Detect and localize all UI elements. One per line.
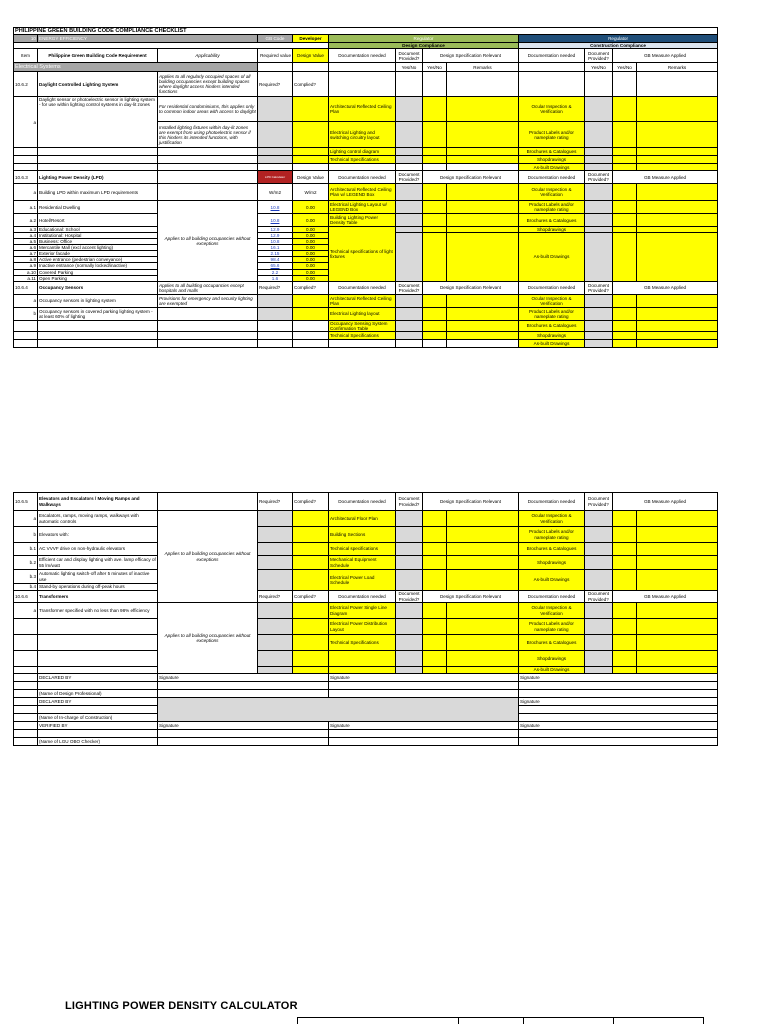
doc-needed: Architectural Floor Plan [329, 511, 396, 527]
lpd-required-link[interactable]: 1.6 [258, 275, 293, 281]
doc-header: Documentation needed [519, 591, 585, 603]
signature-label: Signature [519, 722, 718, 730]
doc-needed: Electrical Lighting Layout w/ LEGEND Box [329, 201, 396, 214]
requirement-text: Daylight sensor or photoelectric sensor in lighting system - for use within lighting control systems in day-lit zones [38, 97, 158, 148]
unit-label: W/m2 [258, 184, 293, 201]
checklist-table-bottom: 10.6.5 Elevators and Escalators / Moving Ramps and Walkways Required? Complied? Documentation needed Document Provided? Design Specification Relevant Documentation needed Document Provided? GB Measure Applied a Escalators, ramps, moving ramps, walkways with automatic controls Applies to all building occupancies without exceptions Architectural Floor Plan Ocular Inspection & Verification b Elevators with: Building Sections Product Labels and/or nameplate rating b.1 AC VVVF drive on non-hydraulic elevators Technical specifications Brochures & Catalogues b.2 Efficient car and display lighting with ave. lamp efficacy of 55 lm/watt Mechanical Equipment Schedule Shopdrawings b.3 Automatic lighting switch-off after 5 minutes of inactive use Electrical Power Load Schedule As-built Drawings b.4 Stand-by operations during off-peak hours 10.6.6 Transformers Required? Complied? Documentation needed Document Provided? Design Specification Relevant Documentation needed Document Provided? GB Measure Applied a Transformer specified with no less than 98% efficiency Applies to all building occupancies without exceptions Electrical Power Single Line Diagram Ocular Inspection & Verification Electrical Power Distribution Layout Product Labels and/or nameplate rating Technical Specifications Brochures & Catalogues Shopdrawings As-built Drawings DECLARED BY Signature Signature Signature (Name of Design Professional) DECLARED BY Signature (Name of In-charge of Construction) VERIFIED BY Signature Signature Signature (Name of LGU OBO Checker) [13, 492, 718, 746]
gb-measure-header: GB Measure Applied [613, 493, 718, 511]
requirement-text: Stand-by operations during off-peak hours [38, 584, 158, 591]
doc-needed: Product Labels and/or nameplate rating [519, 307, 585, 320]
doc-needed: As-built Drawings [519, 667, 585, 674]
sub-code: a.4 [14, 233, 38, 239]
gb-measure-header: GB Measure Applied [613, 591, 718, 603]
electrical-systems-label: Electrical Systems [14, 63, 258, 72]
applicability-text: Applies to all building occupancies without exceptions [158, 511, 258, 603]
doc-provided-header: Document Provided? [396, 171, 423, 184]
requirement-name: Daylight Controlled Lighting System [38, 72, 158, 97]
remarks-label: Remarks [447, 63, 519, 72]
design-spec-header: Design Specification Relevant [423, 493, 519, 511]
yes-no-label: Yes/No [396, 63, 423, 72]
item-sub: a [14, 97, 38, 148]
signature-label: Signature [158, 674, 329, 682]
requirement-text: Escalators, ramps, moving ramps, walkways with automatic controls [38, 511, 158, 527]
doc-needed: Product Labels and/or nameplate rating [519, 619, 585, 635]
applicability-text: Provisions for emergency and security lighting are exempted [158, 294, 258, 307]
doc-provided-header: Document Provided? [585, 591, 613, 603]
applicability-text: Applies to all building occupancies without exceptions [158, 603, 258, 674]
requirement-text: Transformer specified with no less than 98% efficiency [38, 603, 158, 619]
doc-header: Documentation needed [519, 171, 585, 184]
doc-needed: Building Sections [329, 527, 396, 543]
col-required-value: Required value [258, 49, 293, 63]
doc-needed: Technical Specifications [329, 331, 396, 339]
doc-needed: Building Lighting Power Density Table [329, 214, 396, 227]
lpd-required-link[interactable]: 12.9 [258, 233, 293, 239]
doc-needed: Technical specifications of light fixtures [329, 227, 396, 281]
requirement-name: Transformers [38, 591, 158, 603]
doc-needed: Architectural Reflected Ceiling Plan [329, 294, 396, 307]
lpd-required-link[interactable]: 65.6 [258, 263, 293, 269]
doc-needed: Brochures & Catalogues [519, 320, 585, 331]
sub-code: a.11 [14, 275, 38, 281]
sub-code: a.8 [14, 257, 38, 263]
design-compliance-header: Design Compliance [329, 43, 519, 49]
item-code: 10.6.4 [14, 281, 38, 294]
requirement-name: Elevators and Escalators / Moving Ramps and Walkways [38, 493, 158, 511]
checklist-table-top: PHILIPPINE GREEN BUILDING CODE COMPLIANCE CHECKLIST 10 ENERGY EFFICIENCY GB Code Developer Regulator Regulator Design Compliance Construction Compliance Item Philippine Green Building Code Requirement Applicability Required value Design Value Documentation needed Document Provided? Design Specification Relevant Documentation needed Document Provided? GB Measure Applied Electrical Systems Yes/No Yes/No Remarks Yes/No Yes/No Remarks 10.6.2 Daylight Controlled Lighting System Applies to all regularly occupied spaces of all building occupancies except building spaces where daylight access hinders intended functions Required? Complied? a Daylight sensor or photoelectric sensor in lighting system - for use within lighting control systems in day-lit zones For residential condominiums, this applies only to common indoor areas with access to daylight Architectural Reflected Ceiling Plan Ocular Inspection & Verification Installed lighting fixtures within day-lit zones are exempt from using photoelectric sensor if this hinders its intended functions, with justification Electrical Lighting and switching circuitry layout Product Labels and/or nameplate rating Lighting control diagram Brochures & Catalogues Technical Specifications Shopdrawings As-built Drawings 10.6.3 Lighting Power Density (LPD) LPD Calculator Design Value Documentation needed Document Provided? Design Specification Relevant Documentation needed Document Provided? GB Measure Applied a Building LPD within maximum LPD requirements W/m2 W/m2 Architectural Reflected Ceiling Plan w/ LEGEND Box Ocular Inspection & Verification a.1 Residential Dwelling Applies to all building occupancies without exceptions 10.8 0.00 Electrical Lighting Layout w/ LEGEND Box Product Labels and/or nameplate rating a.2 Hotel/Resort 10.8 0.00 Building Lighting Power Density Table Brochures & Catalogues a.3 Educational: School 12.9 0.00 Technical specifications of light fixtures Shopdrawings a.4 Institutional: Hospital 12.9 0.00 As-built Drawings a.5 Business: Office 10.8 0.00 a.6 Mercantile Mall (excl accent lighting) 16.1 0.00 a.7 Exterior facade 2.15 0.00 a.8 Active entrance (pedestrian conveyance) 98.4 0.00 a.9 Inactive entrance (normally locked/inactive) 65.6 0.00 a.10 Covered Parking 2.2 0.00 a.11 Open Parking 1.6 0.00 10.6.4 Occupancy Sensors Applies to all building occupancies except hospitals and malls Required? Complied? Documentation needed Document Provided? Design Specification Relevant Documentation needed Document Provided? GB Measure Applied a Occupancy sensors in lighting system Provisions for emergency and security lighting are exempted Architectural Reflected Ceiling Plan Ocular Inspection & Verification b Occupancy sensors in covered parking lighting system - at least 60% of lighting Electrical Lighting layout Product Labels and/or nameplate rating Occupancy Sensing System Confirmation Table Brochures & Catalogues Technical Specifications Shopdrawings As-built Drawings [13, 27, 718, 348]
lpd-design-value: 0.00 [293, 227, 329, 233]
doc-needed: Brochures & Catalogues [519, 148, 585, 156]
requirement-text: Elevators with: [38, 527, 158, 543]
lpd-design-value: 0.00 [293, 251, 329, 257]
complied-label: Complied? [293, 591, 329, 603]
lpd-row-name: Institutional: Hospital [38, 233, 158, 239]
doc-needed: Electrical Power Single Line Diagram [329, 603, 396, 619]
doc-needed: Occupancy Sensing System Confirmation Table [329, 320, 396, 331]
requirement-text: AC VVVF drive on non-hydraulic elevators [38, 543, 158, 556]
checklist-title: PHILIPPINE GREEN BUILDING CODE COMPLIANCE CHECKLIST [14, 28, 718, 35]
signature-label: Signature [519, 674, 718, 682]
required-label: Required? [258, 72, 293, 97]
sub-code: a.7 [14, 251, 38, 257]
col-design-value: Design Value [293, 49, 329, 63]
item-code: 10.6.5 [14, 493, 38, 511]
requirement-text: Automatic lighting switch-off after 5 minutes of inactive use [38, 570, 158, 584]
lpd-row-name: Hotel/Resort [38, 214, 158, 227]
doc-needed: Shopdrawings [519, 651, 585, 667]
doc-needed: Product Labels and/or nameplate rating [519, 122, 585, 148]
lpd-design-value: 0.00 [293, 245, 329, 251]
design-spec-header: Design Specification Relevant [423, 281, 519, 294]
lpd-calculator-title: LIGHTING POWER DENSITY CALCULATOR [65, 1000, 298, 1012]
applicability-text: For residential condominiums, this applies only to common indoor areas with access to daylight [158, 97, 258, 122]
regulator-design-header: Regulator [329, 35, 519, 43]
sub-code: a.9 [14, 263, 38, 269]
lpd-design-value: 0.00 [293, 275, 329, 281]
col-documentation: Documentation needed [329, 49, 396, 63]
doc-provided-header: Document Provided? [585, 171, 613, 184]
lpd-design-value: 0.00 [293, 233, 329, 239]
doc-needed: Shopdrawings [519, 156, 585, 164]
col-design-spec: Design Specification Relevant [423, 49, 519, 63]
doc-provided-header: Document Provided? [396, 281, 423, 294]
col-doc-provided: Document Provided? [396, 49, 423, 63]
doc-needed: Product Labels and/or nameplate rating [519, 201, 585, 214]
doc-header: Documentation needed [519, 281, 585, 294]
lpd-required-link[interactable]: 12.9 [258, 227, 293, 233]
lpd-row-name: Residential Dwelling [38, 201, 158, 214]
item-code: 10.6.6 [14, 591, 38, 603]
doc-header: Documentation needed [519, 493, 585, 511]
col-item: Item [14, 49, 38, 63]
lpd-design-value: 0.00 [293, 263, 329, 269]
doc-provided-header: Document Provided? [396, 591, 423, 603]
lpd-required-link[interactable]: 10.8 [258, 201, 293, 214]
lpd-required-link[interactable]: 2.15 [258, 251, 293, 257]
lpd-required-link[interactable]: 16.1 [258, 245, 293, 251]
requirement-name: Lighting Power Density (LPD) [38, 171, 158, 184]
doc-header: Documentation needed [329, 591, 396, 603]
lpd-required-link[interactable]: 10.8 [258, 239, 293, 245]
col-requirement: Philippine Green Building Code Requirement [38, 49, 158, 63]
doc-needed: Shopdrawings [519, 331, 585, 339]
requirement-text: Occupancy sensors in covered parking lighting system - at least 60% of lighting [38, 307, 158, 320]
signature-label: Signature [329, 674, 519, 682]
lgu-checker-name: (Name of LGU OBO Checker) [38, 738, 158, 746]
lpd-required-link[interactable]: 2.2 [258, 269, 293, 275]
applicability-text: Installed lighting fixtures within day-lit zones are exempt from using photoelectric sensor if this hinders its intended functions, with justification [158, 122, 258, 148]
doc-provided-header: Document Provided? [396, 493, 423, 511]
sub-code: a.2 [14, 214, 38, 227]
doc-needed: Ocular Inspection & Verification [519, 603, 585, 619]
doc-needed: Technical specifications [329, 543, 396, 556]
developer-header: Developer [293, 35, 329, 43]
complied-label: Complied? [293, 493, 329, 511]
gb-measure-header: GB Measure Applied [613, 171, 718, 184]
doc-provided-header: Document Provided? [585, 493, 613, 511]
construction-compliance-header: Construction Compliance [519, 43, 718, 49]
doc-needed: Technical Specifications [329, 635, 396, 651]
item-code: 10.6.2 [14, 72, 38, 97]
doc-needed: Brochures & Catalogues [519, 543, 585, 556]
lpd-calculator-button[interactable]: LPD Calculator [258, 171, 293, 184]
sub-code: a.3 [14, 227, 38, 233]
yes-no-label: Yes/No [613, 63, 637, 72]
lpd-design-value: 0.00 [293, 214, 329, 227]
design-value-label: Design Value [293, 171, 329, 184]
lpd-design-value: 0.00 [293, 269, 329, 275]
section-code: 10 [14, 35, 38, 43]
required-label: Required? [258, 281, 293, 294]
required-label: Required? [258, 493, 293, 511]
lpd-required-link[interactable]: 10.8 [258, 214, 293, 227]
yes-no-label: Yes/No [423, 63, 447, 72]
declared-by-label: DECLARED BY [38, 698, 158, 706]
sub-code: a.6 [14, 245, 38, 251]
lpd-required-link[interactable]: 98.4 [258, 257, 293, 263]
doc-needed: Architectural Reflected Ceiling Plan [329, 97, 396, 122]
doc-needed: Ocular Inspection & Verification [519, 511, 585, 527]
doc-header: Documentation needed [329, 171, 396, 184]
design-professional-name: (Name of Design Professional) [38, 690, 158, 698]
complied-label: Complied? [293, 72, 329, 97]
doc-needed: Ocular Inspection & Verification [519, 97, 585, 122]
doc-needed: Ocular Inspection & Verification [519, 184, 585, 201]
required-label: Required? [258, 591, 293, 603]
requirement-text: Efficient car and display lighting with ave. lamp efficacy of 55 lm/watt [39, 557, 156, 568]
remarks-label: Remarks [637, 63, 718, 72]
requirement-text: Building LPD within maximum LPD requirements [38, 184, 158, 201]
col-gb-measure: GB Measure Applied [613, 49, 718, 63]
applicability-text: Applies to all building occupancies except hospitals and malls [158, 281, 258, 294]
doc-needed: Shopdrawings [519, 556, 585, 570]
doc-needed: Brochures & Catalogues [519, 635, 585, 651]
sub-code: a.10 [14, 269, 38, 275]
item-code: 10.6.3 [14, 171, 38, 184]
doc-needed: Brochures & Catalogues [519, 214, 585, 227]
gb-code-header: GB Code [258, 35, 293, 43]
doc-needed: Electrical Lighting and switching circuitry layout [329, 122, 396, 148]
doc-needed: As-built Drawings [519, 164, 585, 171]
in-charge-name: (Name of In-charge of Construction) [38, 714, 158, 722]
sub-code: a.5 [14, 239, 38, 245]
verified-by-label: VERIFIED BY [38, 722, 158, 730]
lpd-row-name: Mercantile Mall (excl accent lighting) [38, 245, 158, 251]
col-documentation-2: Documentation needed [519, 49, 585, 63]
yes-no-label: Yes/No [585, 63, 613, 72]
requirement-name: Occupancy Sensors [38, 281, 158, 294]
lpd-row-name: Open Parking [38, 275, 158, 281]
doc-needed: Electrical Lighting layout [329, 307, 396, 320]
complied-label: Complied? [293, 281, 329, 294]
doc-needed: Ocular Inspection & Verification [519, 294, 585, 307]
lpd-design-value: 0.00 [293, 201, 329, 214]
doc-provided-header: Document Provided? [585, 281, 613, 294]
doc-header: Documentation needed [329, 281, 396, 294]
unit-label: W/m2 [293, 184, 329, 201]
doc-needed: Lighting control diagram [329, 148, 396, 156]
applicability-text: Applies to all regularly occupied spaces of all building occupancies except building spaces where daylight access hinders intended functions [158, 72, 258, 97]
lpd-calculator-table-top [297, 1017, 704, 1024]
sub-code: a.1 [14, 201, 38, 214]
lpd-design-value: 0.00 [293, 257, 329, 263]
lpd-row-name: Business: Office [38, 239, 158, 245]
doc-needed: As-built Drawings [519, 339, 585, 347]
section-name: ENERGY EFFICIENCY [38, 35, 258, 43]
doc-needed: Product Labels and/or nameplate rating [519, 527, 585, 543]
col-applicability: Applicability [158, 49, 258, 63]
doc-needed: Architectural Reflected Ceiling Plan w/ LEGEND Box [329, 184, 396, 201]
col-doc-provided-2: Document Provided? [585, 49, 613, 63]
signature-label: Signature [329, 722, 519, 730]
requirement-text: Occupancy sensors in lighting system [38, 294, 158, 307]
doc-needed: Shopdrawings [519, 227, 585, 233]
signature-label: Signature [158, 722, 329, 730]
design-spec-header: Design Specification Relevant [423, 171, 519, 184]
applicability-text: Applies to all building occupancies without exceptions [158, 201, 258, 281]
design-spec-header: Design Specification Relevant [423, 591, 519, 603]
doc-needed: Electrical Power Load Schedule [329, 570, 396, 591]
doc-needed: As-built Drawings [519, 233, 585, 281]
regulator-construction-header: Regulator [519, 35, 718, 43]
lpd-design-value: 0.00 [293, 239, 329, 245]
gb-measure-header: GB Measure Applied [613, 281, 718, 294]
lpd-row-name: Exterior facade [38, 251, 158, 257]
doc-needed: Technical Specifications [329, 156, 396, 164]
declared-by-label: DECLARED BY [38, 674, 158, 682]
doc-needed: As-built Drawings [519, 570, 585, 591]
lpd-row-name: Inactive entrance (normally locked/inactive) [38, 263, 158, 269]
doc-header: Documentation needed [329, 493, 396, 511]
signature-label: Signature [519, 698, 718, 706]
lpd-row-name: Educational: School [38, 227, 158, 233]
lpd-row-name: Covered Parking [38, 269, 158, 275]
doc-needed: Mechanical Equipment Schedule [329, 556, 396, 570]
doc-needed: Electrical Power Distribution Layout [329, 619, 396, 635]
lpd-row-name: Active entrance (pedestrian conveyance) [38, 257, 158, 263]
